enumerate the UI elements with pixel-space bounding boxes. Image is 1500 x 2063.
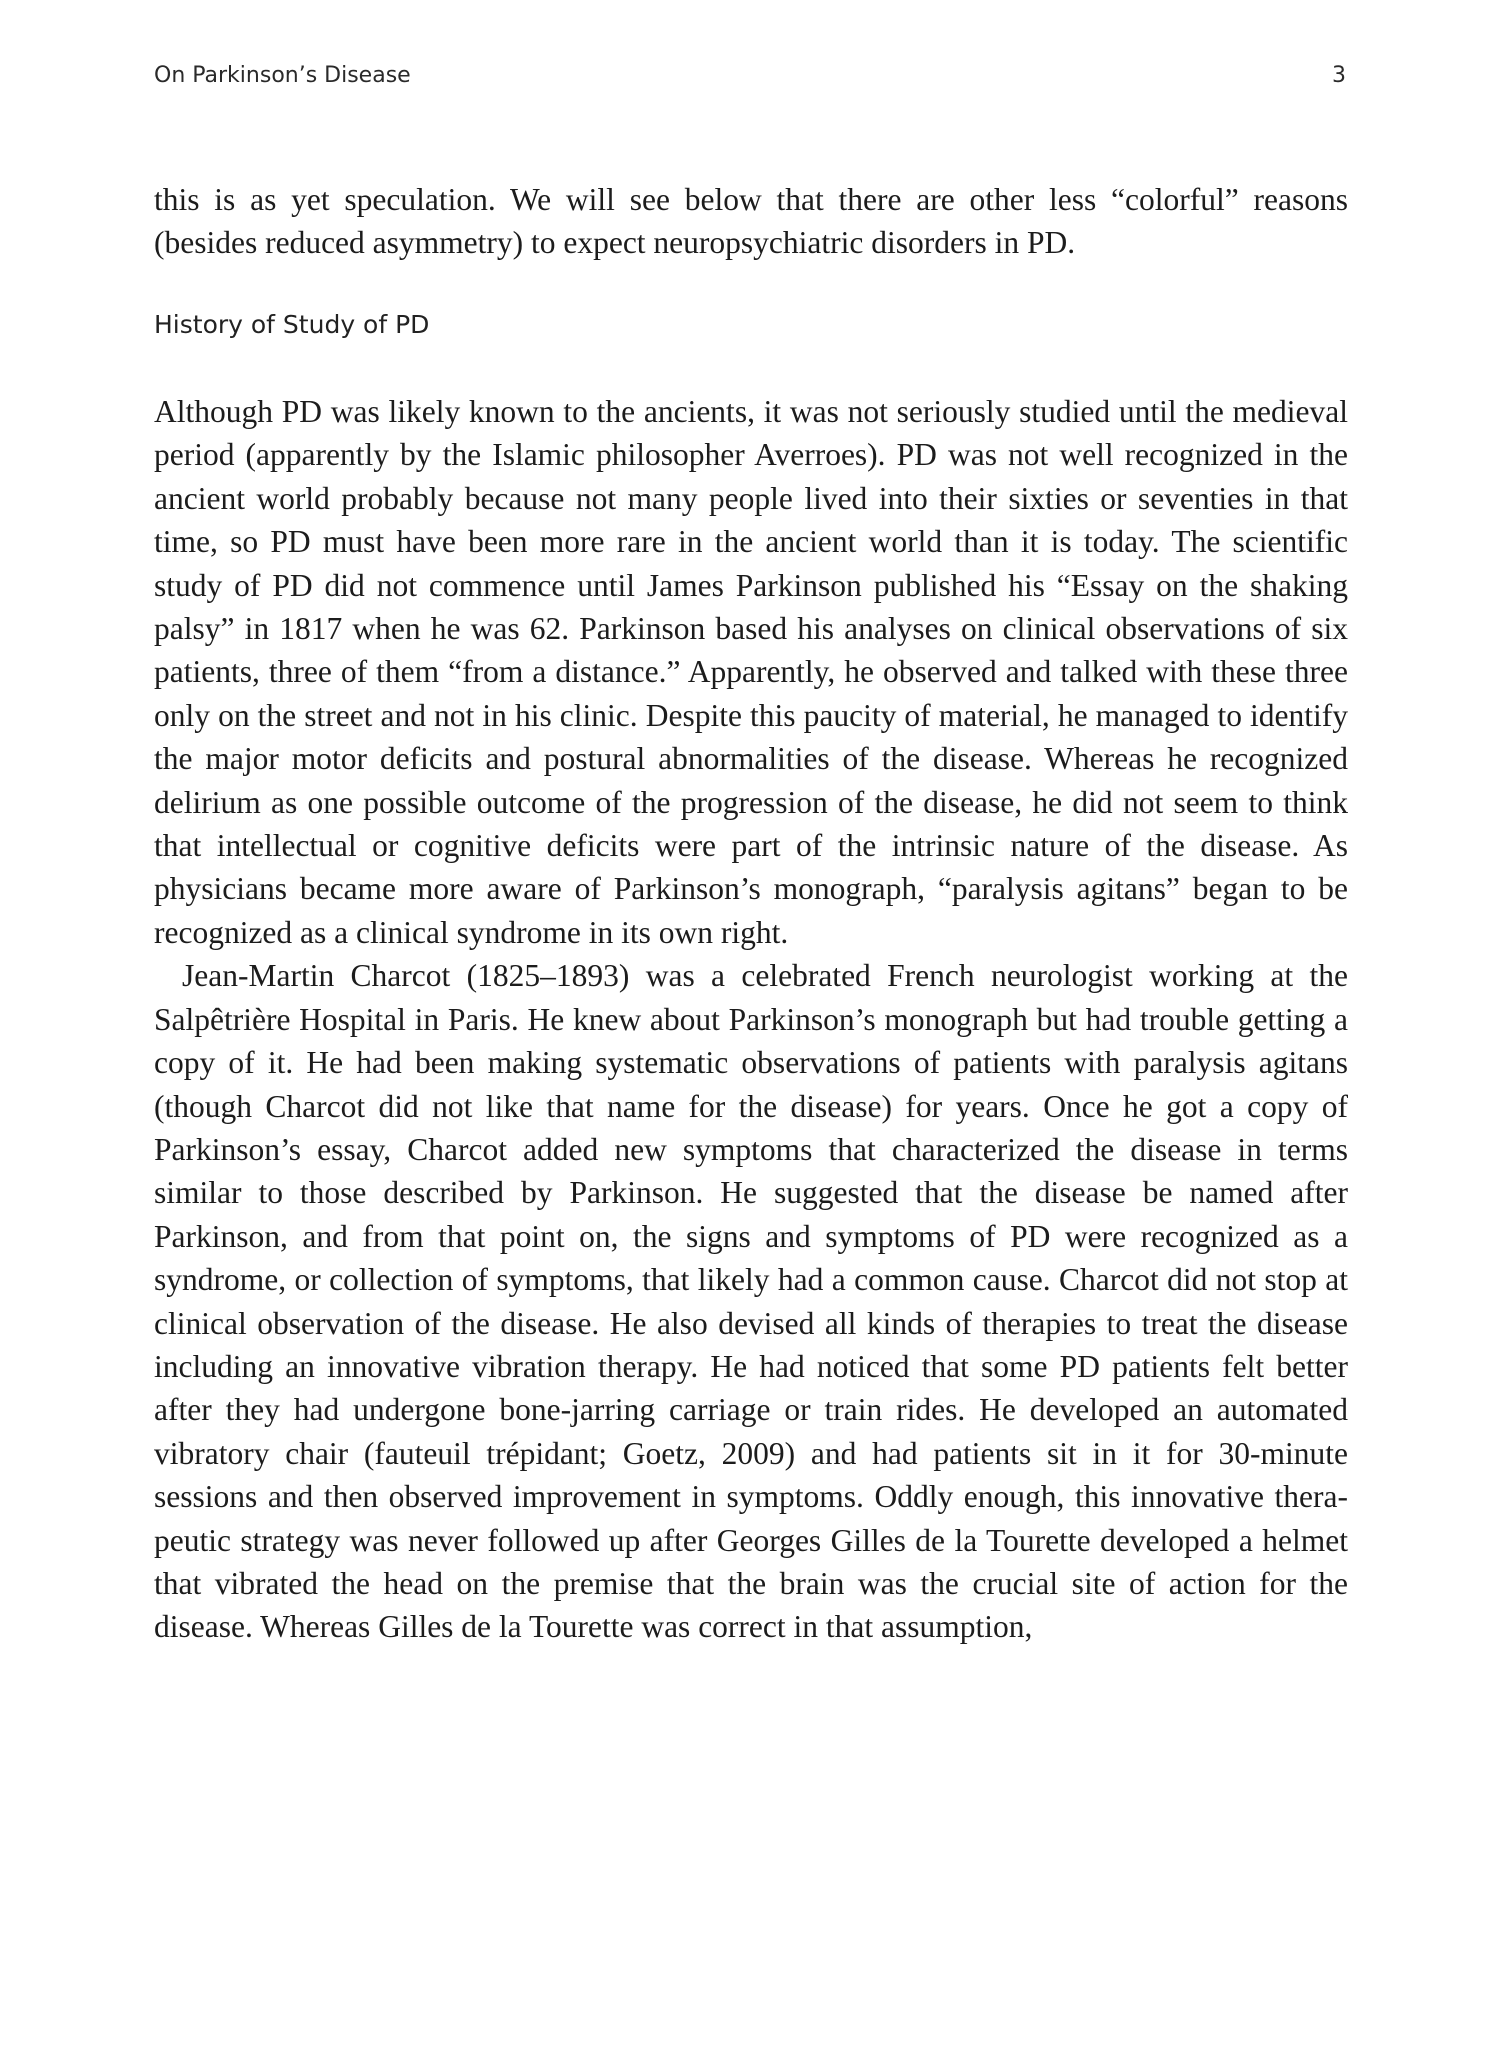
running-title: On Parkinson’s Disease [154,62,411,88]
page-number: 3 [1332,62,1346,88]
body-paragraph: Although PD was likely known to the ancients, it was not seriously studied until the medieval period (apparently by the Islamic philosopher Averroes). PD was not well recognized in the ancient world probably because not many people lived into their sixties or seventies in that time, so PD must have been more rare in the ancient world than it is today. The scientific study of PD did not commence until James Parkinson published his “Essay on the shaking palsy” in 1817 when he was 62. Parkinson based his analyses on clinical observations of six patients, three of them “from a distance.” Apparently, he observed and talked with these three only on the street and not in his clinic. Despite this paucity of material, he managed to identify the major motor deficits and postural abnormalities of the disease. Whereas he recognized delirium as one possible outcome of the progression of the disease, he did not seem to think that intellectual or cognitive deficits were part of the intrinsic nature of the disease. As physicians became more aware of Parkinson’s monograph, “paralysis agitans” began to be recognized as a clinical syndrome in its own right. [154,394,1348,950]
continuation-paragraph-block [154,178,1348,265]
section-body [154,390,1348,1649]
body-paragraph: Jean-Martin Charcot (1825–1893) was a celebrated French neurologist working at the Salpêtrière Hospital in Paris. He knew about Parkinson’s monograph but had trouble getting a copy of it. He had been making systematic observations of patients with paralysis agitans (though Charcot did not like that name for the disease) for years. Once he got a copy of Parkinson’s essay, Charcot added new symptoms that characterized the disease in terms similar to those described by Parkinson. He suggested that the disease be named after Parkinson, and from that point on, the signs and symptoms of PD were recognized as a syndrome, or collection of symptoms, that likely had a common cause. Charcot did not stop at clinical observation of the disease. He also devised all kinds of therapies to treat the disease including an innovative vibration therapy. He had noticed that some PD patients felt better after they had undergone bone-jarring carriage or train rides. He developed an automated vibratory chair (fauteuil trépidant; Goetz, 2009) and had patients sit in it for 30-minute sessions and then observed improvement in symptoms. Oddly enough, this innovative therapeutic strategy was never followed up after Georges Gilles de la Tourette developed a helmet that vibrated the head on the premise that the brain was the crucial site of action for the disease. Whereas Gilles de la Tourette was correct in that assumption, [154,958,1348,1645]
running-header [154,58,1346,92]
continuation-paragraph: this is as yet speculation. We will see below that there are other less “colorful” reasons (besides reduced asymmetry) to expect neuropsychiatric disorders in PD. [154,182,1348,261]
section-heading: History of Study of PD [154,310,430,339]
